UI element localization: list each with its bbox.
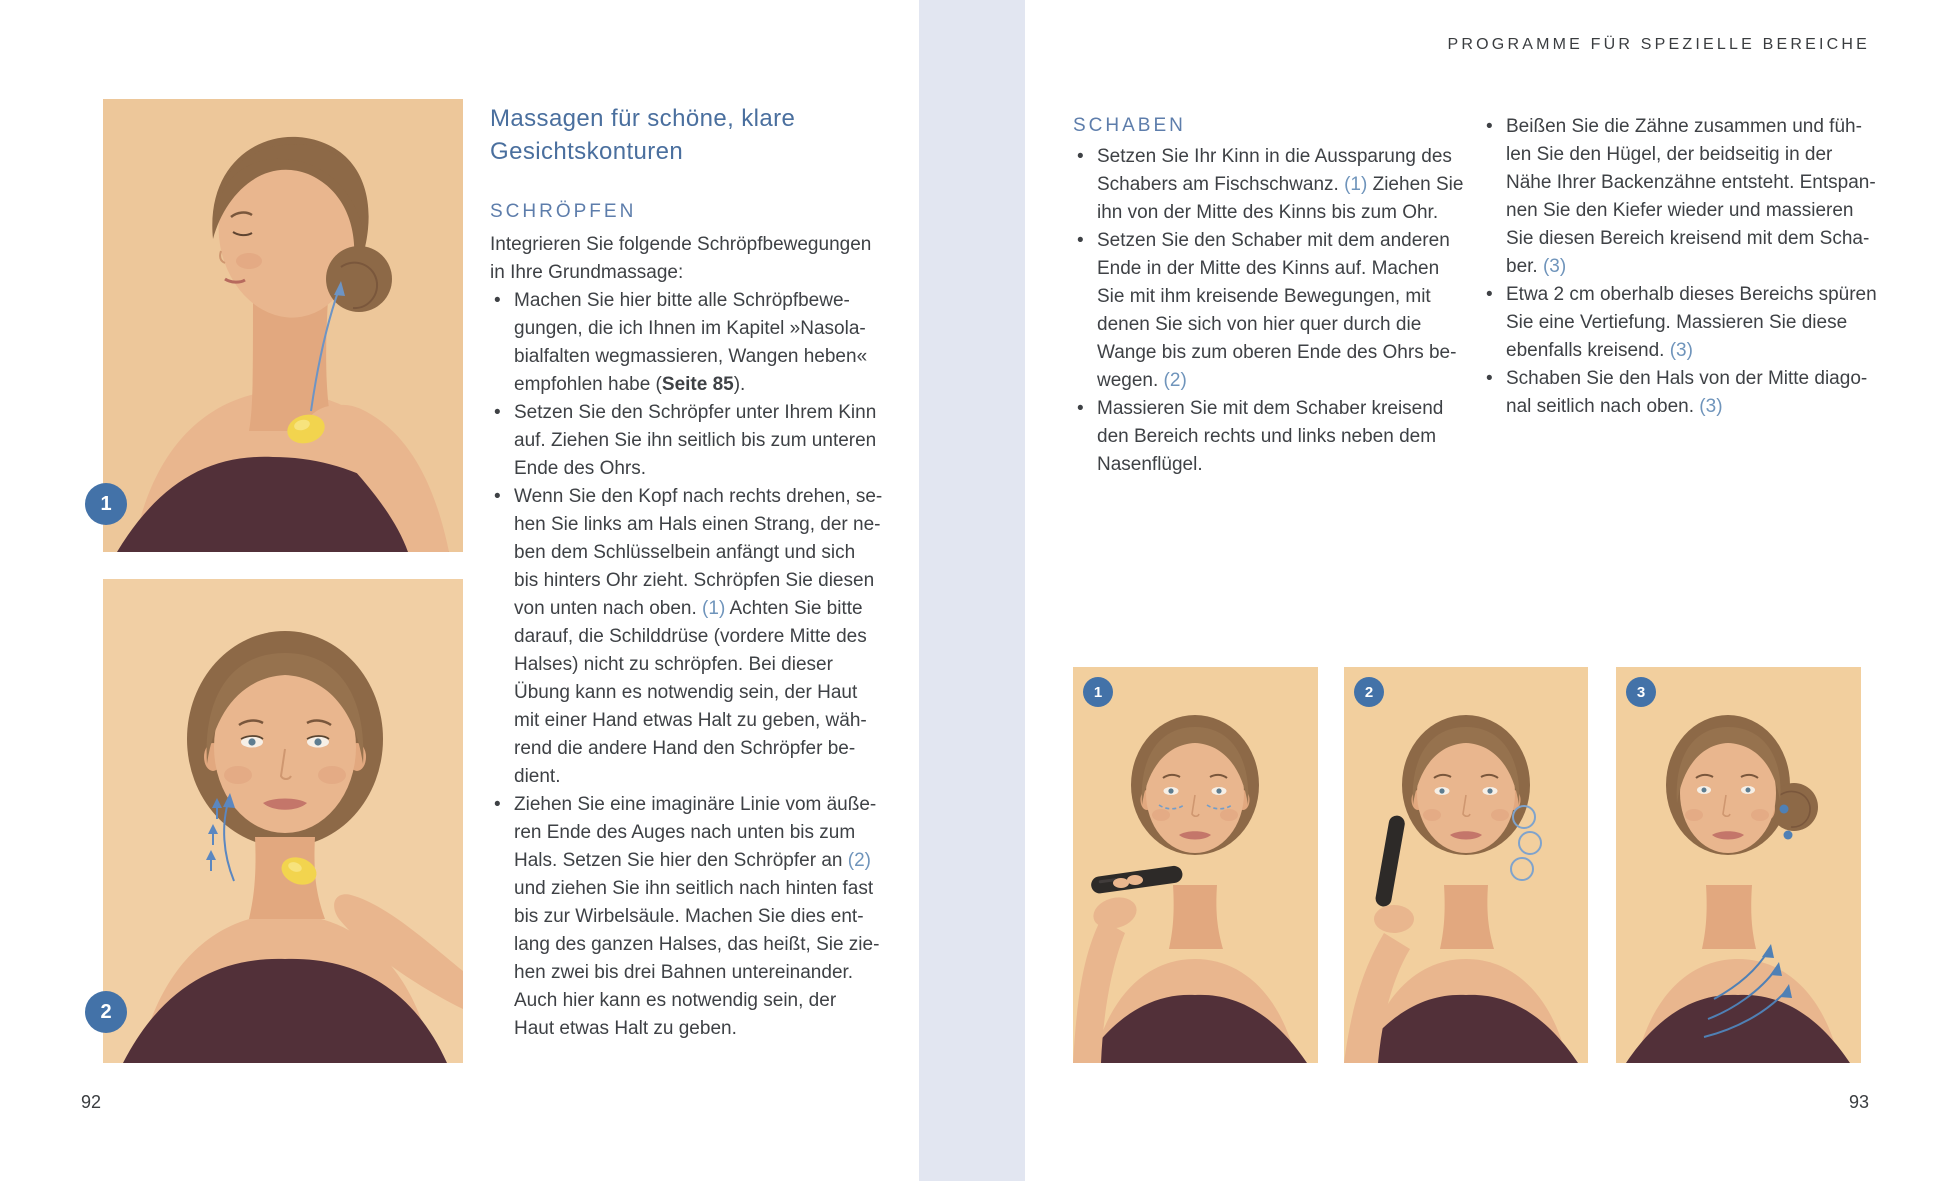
photo-badge: 2 xyxy=(85,991,127,1033)
section-heading-schroepfen: SCHRÖPFEN xyxy=(490,201,637,222)
photo-illustration xyxy=(103,99,463,552)
bullet-item: • Wenn Sie den Kopf nach rechts drehen, se- hen Sie links am Hals einen Strang, der ne- ben dem Schlüsselbein anfängt und sich bis hinters Ohr zieht. Schröpfen Sie diesen von unten nach oben. (1) Achten Sie bitte darauf, die Schilddrüse (vordere Mitte des Halses) nicht zu schröpfen. Bei dieser Übung kann es notwendig sein, der Haut mit einer Hand etwas Halt zu geben, wäh- rend die andere Hand den Schröpfer be- dient. xyxy=(490,483,888,791)
section-intro: Integrieren Sie folgende Schröpfbewegungen in Ihre Grundmassage: xyxy=(490,234,872,283)
running-header: PROGRAMME FÜR SPEZIELLE BEREICHE xyxy=(1447,36,1870,53)
text-segment-ref: (2) xyxy=(847,850,871,871)
page-number-right: 93 xyxy=(1848,1092,1869,1112)
bullet-item: • Massieren Sie mit dem Schaber kreisend den Bereich rechts und links neben dem Nasenflügel. xyxy=(1073,395,1465,479)
bullet-item: • Beißen Sie die Zähne zusammen und füh- len Sie den Hügel, der beidseitig in der Nähe Ihrer Backenzähne entsteht. Entspan- nen Sie den Kiefer wieder und massieren Sie diesen Bereich kreisend mit dem Scha- ber. (3) xyxy=(1482,113,1882,281)
right-column-2 xyxy=(1482,113,1882,421)
left-text-column xyxy=(490,102,888,1043)
page-title: Massagen für schöne, klare Gesichtskonturen xyxy=(490,105,796,165)
photo-illustration xyxy=(103,579,463,1063)
schaben-bullet-list-1 xyxy=(1073,143,1465,479)
photo-badge: 3 xyxy=(1626,677,1656,707)
section-heading-schaben: SCHABEN xyxy=(1073,115,1186,136)
photo-illustration xyxy=(1073,667,1318,1063)
page-number-left: 92 xyxy=(81,1092,102,1112)
right-column-1 xyxy=(1073,113,1465,479)
photo-cupping-neck-front xyxy=(100,579,463,1063)
photo-neck-arrows xyxy=(1616,667,1861,1063)
photo-scraper-chin xyxy=(1073,667,1318,1063)
photo-illustration xyxy=(1344,667,1588,1063)
bullet-item: • Setzen Sie den Schaber mit dem anderen Ende in der Mitte des Kinns auf. Machen Sie mit ihm kreisende Bewegungen, mit denen Sie sich von hier quer durch die Wange bis zum oberen Ende des Ohrs be- wegen. (2) xyxy=(1073,227,1465,395)
text-segment-bold: Seite 85 xyxy=(661,374,734,395)
bullet-item: • Machen Sie hier bitte alle Schröpfbewe- gungen, die ich Ihnen im Kapitel »Nasola- bialfalten wegmassieren, Wangen heben« empfohlen habe (Seite 85). xyxy=(490,287,888,399)
bullet-item: • Schaben Sie den Hals von der Mitte diago- nal seitlich nach oben. (3) xyxy=(1482,365,1882,421)
text-segment-ref: (1) xyxy=(702,598,726,619)
photo-badge: 1 xyxy=(1083,677,1113,707)
bullet-item: • Setzen Sie den Schröpfer unter Ihrem Kinn auf. Ziehen Sie ihn seitlich bis zum unteren Ende des Ohrs. xyxy=(490,399,888,483)
text-segment-ref: (3) xyxy=(1542,256,1567,277)
schaben-bullet-list-2 xyxy=(1482,113,1882,421)
text-segment-ref: (1) xyxy=(1344,174,1368,195)
photo-illustration xyxy=(1616,667,1861,1063)
photo-cupping-neck-side xyxy=(100,99,463,552)
photo-scraper-cheek xyxy=(1344,667,1588,1063)
bullet-item: • Etwa 2 cm oberhalb dieses Bereichs spüren Sie eine Vertiefung. Massieren Sie diese ebenfalls kreisend. (3) xyxy=(1482,281,1882,365)
bullet-item: • Setzen Sie Ihr Kinn in die Aussparung des Schabers am Fischschwanz. (1) Ziehen Sie ihn von der Mitte des Kinns bis zum Ohr. xyxy=(1073,143,1465,227)
photo-badge: 1 xyxy=(85,483,127,525)
bullet-item: • Ziehen Sie eine imaginäre Linie vom äuße- ren Ende des Auges nach unten bis zum Hals. Setzen Sie hier den Schröpfer an (2) und ziehen Sie ihn seitlich nach hinten fast bis zur Wirbelsäule. Machen Sie dies ent- lang des ganzen Halses, das heißt, Sie zie- hen zwei bis drei Bahnen untereinander. Auch hier kann es notwendig sein, der Haut etwas Halt zu geben. xyxy=(490,791,888,1043)
text-segment-ref: (2) xyxy=(1163,370,1187,391)
schroepfen-bullet-list xyxy=(490,287,888,1043)
text-segment-ref: (3) xyxy=(1699,396,1723,417)
photo-badge: 2 xyxy=(1354,677,1384,707)
page-gutter xyxy=(919,0,1025,1181)
text-segment-ref: (3) xyxy=(1669,340,1693,361)
